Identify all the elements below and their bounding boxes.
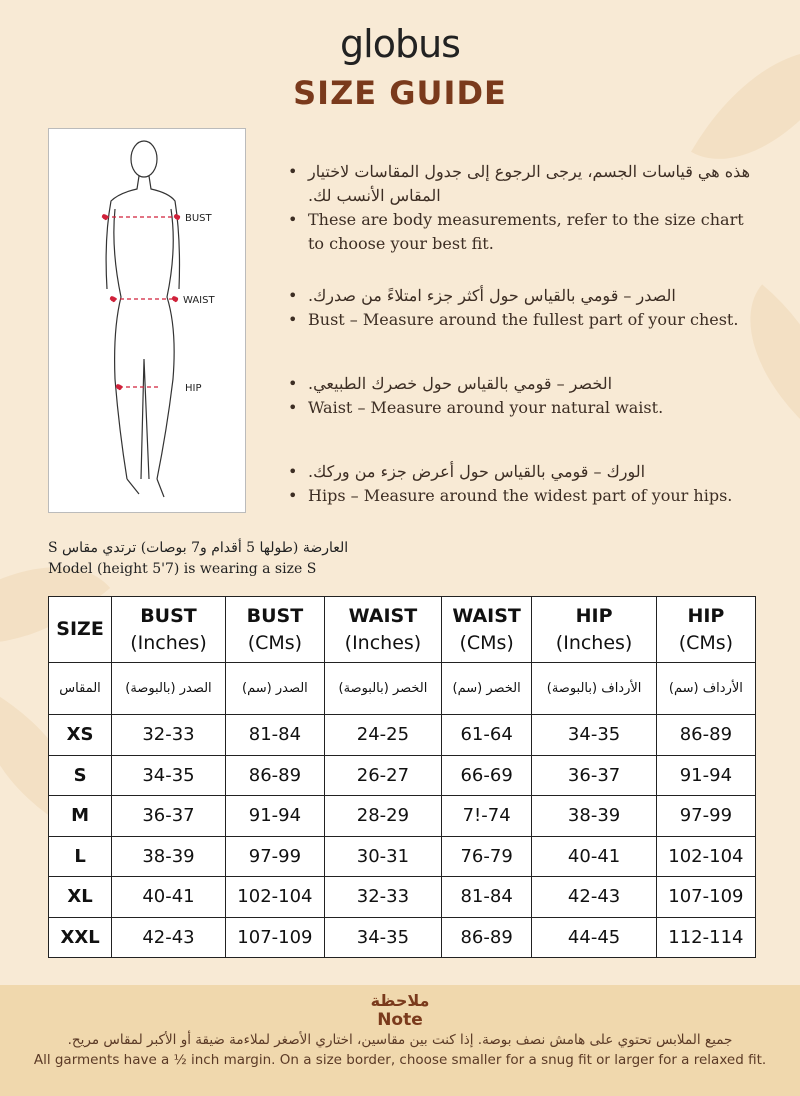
measurement-cell: 102-104	[225, 877, 324, 918]
measurement-instructions	[288, 160, 758, 534]
size-cell: XXL	[49, 917, 112, 958]
model-info-ar: العارضة (طولها 5 أقدام و7 بوصات) ترتدي مقاس S	[48, 540, 349, 556]
column-header-arabic: الصدر (سم)	[225, 663, 324, 715]
column-header	[225, 597, 324, 663]
column-header-arabic: الخصر (بالبوصة)	[324, 663, 441, 715]
note-text-ar: جميع الملابس تحتوي على هامش نصف بوصة. إذا كنت بين مقاسين، اختاري الأصغر لملاءمة ضيقة أو الأكبر لمقاس مريح.	[67, 1032, 733, 1048]
column-header-title: WAIST	[348, 604, 418, 627]
column-header	[532, 597, 656, 663]
note-section	[0, 985, 800, 1096]
measurement-cell: 7!-74	[441, 796, 531, 837]
table-row	[49, 796, 756, 837]
instruction-bust: • الصدر – قومي بالقياس حول أكثر جزء امتلاءً من صدرك. • Bust – Measure around the fullest part of your chest.	[288, 284, 758, 332]
note-title-ar: ملاحظة	[370, 991, 430, 1010]
note-title-en: Note	[377, 1010, 423, 1030]
size-cell: XS	[49, 715, 112, 756]
measurement-cell: 42-43	[112, 917, 226, 958]
column-header-unit: (Inches)	[130, 631, 207, 654]
waist-label: WAIST	[183, 295, 215, 306]
measurement-cell: 97-99	[225, 836, 324, 877]
column-header-unit: (CMs)	[459, 631, 514, 654]
body-measurement-figure	[48, 128, 246, 513]
measurement-cell: 66-69	[441, 755, 531, 796]
measurement-cell: 107-109	[656, 877, 755, 918]
column-header-arabic: الخصر (سم)	[441, 663, 531, 715]
note-text-en: All garments have a ½ inch margin. On a size border, choose smaller for a snug fit or larger for a relaxed fit.	[33, 1052, 767, 1068]
instruction-ar: الورك – قومي بالقياس حول أعرض جزء من وركك.	[308, 462, 646, 481]
column-header-arabic: الأرداف (بالبوصة)	[532, 663, 656, 715]
table-row	[49, 877, 756, 918]
measurement-cell: 24-25	[324, 715, 441, 756]
measurement-cell: 32-33	[324, 877, 441, 918]
column-header	[49, 597, 112, 663]
instruction-en: These are body measurements, refer to the size chart to choose your best fit.	[308, 210, 744, 253]
model-info-en: Model (height 5'7) is wearing a size S	[48, 561, 317, 577]
hip-label: HIP	[185, 383, 202, 394]
table-row	[49, 917, 756, 958]
table-row	[49, 715, 756, 756]
measurement-cell: 30-31	[324, 836, 441, 877]
size-cell: L	[49, 836, 112, 877]
instruction-en: Waist – Measure around your natural waist.	[308, 398, 664, 417]
instruction-hips: • الورك – قومي بالقياس حول أعرض جزء من وركك. • Hips – Measure around the widest part of your hips.	[288, 460, 758, 508]
measurement-cell: 107-109	[225, 917, 324, 958]
instruction-waist: • الخصر – قومي بالقياس حول خصرك الطبيعي. • Waist – Measure around your natural waist.	[288, 372, 758, 420]
column-header-title: HIP	[687, 604, 725, 627]
measurement-cell: 76-79	[441, 836, 531, 877]
table-row	[49, 836, 756, 877]
column-header-arabic: الأرداف (سم)	[656, 663, 755, 715]
measurement-cell: 34-35	[112, 755, 226, 796]
measurement-cell: 34-35	[532, 715, 656, 756]
measurement-cell: 36-37	[112, 796, 226, 837]
column-header-arabic: المقاس	[49, 663, 112, 715]
bust-label: BUST	[185, 213, 212, 224]
measurement-cell: 61-64	[441, 715, 531, 756]
column-header	[441, 597, 531, 663]
figure-illustration	[49, 129, 247, 514]
measurement-cell: 91-94	[656, 755, 755, 796]
column-header-unit: (Inches)	[344, 631, 422, 654]
measurement-cell: 102-104	[656, 836, 755, 877]
page-title: SIZE GUIDE	[293, 74, 507, 112]
size-chart-table	[48, 596, 756, 958]
column-header	[324, 597, 441, 663]
column-header-unit: (Inches)	[555, 631, 633, 654]
column-header-unit: (CMs)	[678, 631, 734, 654]
brand-logo: globus	[340, 22, 460, 66]
measurement-cell: 91-94	[225, 796, 324, 837]
column-header-arabic: الصدر (بالبوصة)	[112, 663, 226, 715]
column-header-unit: (CMs)	[247, 631, 303, 654]
column-header-title: BUST	[140, 604, 197, 627]
measurement-cell: 34-35	[324, 917, 441, 958]
measurement-cell: 97-99	[656, 796, 755, 837]
measurement-cell: 86-89	[656, 715, 755, 756]
instruction-ar: هذه هي قياسات الجسم، يرجى الرجوع إلى جدول المقاسات لاختيار المقاس الأنسب لك.	[308, 162, 751, 205]
column-header-title: HIP	[575, 604, 613, 627]
header-row	[49, 597, 756, 663]
column-header-title: SIZE	[56, 618, 104, 640]
instruction-en: Hips – Measure around the widest part of your hips.	[308, 486, 733, 505]
measurement-cell: 44-45	[532, 917, 656, 958]
table-row	[49, 755, 756, 796]
measurement-cell: 86-89	[441, 917, 531, 958]
size-cell: XL	[49, 877, 112, 918]
header-row-arabic	[49, 663, 756, 715]
measurement-cell: 32-33	[112, 715, 226, 756]
measurement-cell: 38-39	[532, 796, 656, 837]
measurement-cell: 28-29	[324, 796, 441, 837]
measurement-cell: 38-39	[112, 836, 226, 877]
measurement-cell: 40-41	[112, 877, 226, 918]
column-header	[656, 597, 755, 663]
measurement-cell: 26-27	[324, 755, 441, 796]
measurement-cell: 81-84	[225, 715, 324, 756]
instruction-general: • هذه هي قياسات الجسم، يرجى الرجوع إلى جدول المقاسات لاختيار المقاس الأنسب لك. • These are body measurements, refer to the size chart to choose your best fit.	[288, 160, 758, 256]
size-cell: M	[49, 796, 112, 837]
size-cell: S	[49, 755, 112, 796]
measurement-cell: 40-41	[532, 836, 656, 877]
measurement-cell: 81-84	[441, 877, 531, 918]
column-header	[112, 597, 226, 663]
measurement-cell: 112-114	[656, 917, 755, 958]
column-header-title: BUST	[246, 604, 304, 627]
column-header-title: WAIST	[452, 604, 521, 627]
measurement-cell: 42-43	[532, 877, 656, 918]
model-info	[48, 538, 348, 580]
instruction-ar: الصدر – قومي بالقياس حول أكثر جزء امتلاءً من صدرك.	[308, 286, 676, 305]
measurement-cell: 86-89	[225, 755, 324, 796]
measurement-cell: 36-37	[532, 755, 656, 796]
instruction-en: Bust – Measure around the fullest part of your chest.	[308, 310, 739, 329]
instruction-ar: الخصر – قومي بالقياس حول خصرك الطبيعي.	[308, 374, 613, 393]
